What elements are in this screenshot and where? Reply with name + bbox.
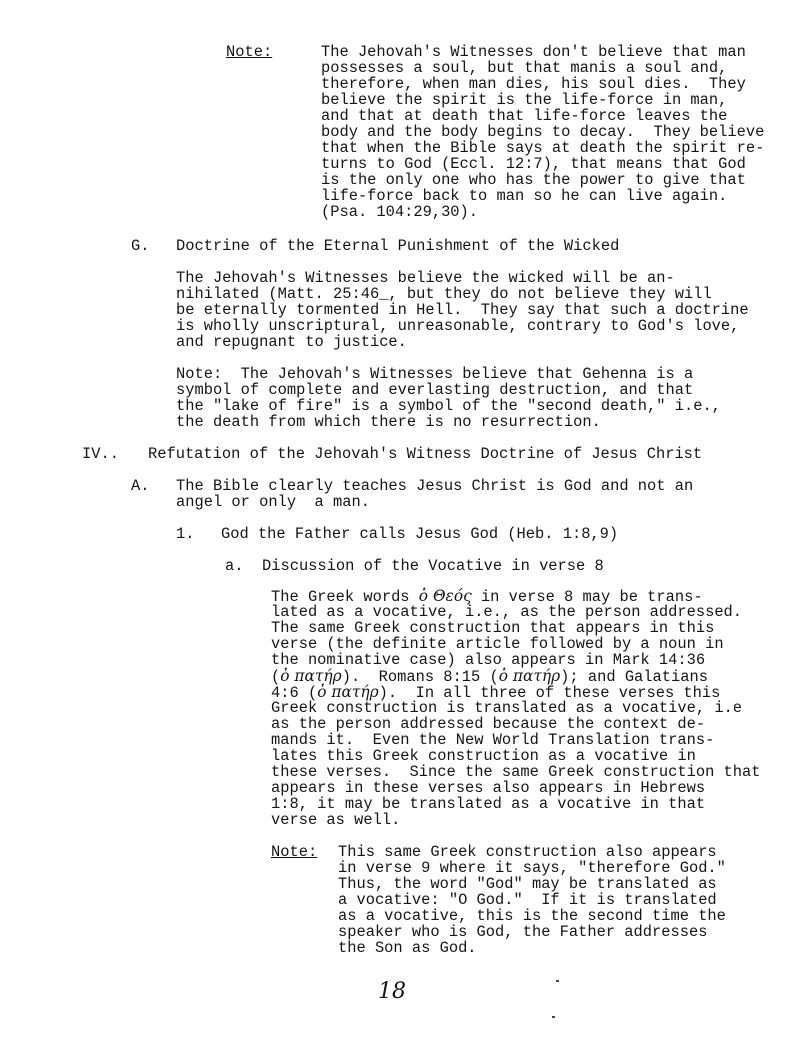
paragraph-line: the death from which there is no resurrection. bbox=[176, 413, 601, 431]
section-iv-heading: Refutation of the Jehovah's Witness Doctrine of Jesus Christ bbox=[148, 445, 703, 463]
note-line: and that at death that life-force leaves the bbox=[321, 107, 728, 125]
note-line: a vocative: "O God." If it is translated bbox=[338, 891, 717, 909]
note-line: as a vocative, this is the second time the bbox=[338, 907, 726, 925]
greek-ho-pater: ὁ πατήρ bbox=[498, 667, 561, 685]
section-g-paragraph bbox=[176, 270, 749, 350]
note-line: This same Greek construction also appears bbox=[338, 843, 717, 861]
note-line: The Jehovah's Witnesses don't believe that man bbox=[321, 43, 746, 61]
paragraph-line: The Jehovah's Witnesses believe the wicked will be an- bbox=[176, 269, 675, 287]
note-line: body and the body begins to decay. They believe bbox=[321, 123, 765, 141]
note-line: Thus, the word "God" may be translated as bbox=[338, 875, 717, 893]
scan-speck bbox=[552, 1016, 555, 1018]
page-number: 18 bbox=[378, 979, 406, 1004]
section-g-marker: G. bbox=[131, 237, 150, 255]
note-line: speaker who is God, the Father addresses bbox=[338, 923, 708, 941]
paragraph-line: and repugnant to justice. bbox=[176, 333, 407, 351]
note-text bbox=[321, 44, 764, 220]
section-a-text bbox=[176, 478, 693, 510]
section-g-heading: Doctrine of the Eternal Punishment of the Wicked bbox=[176, 237, 620, 255]
note-line: possesses a soul, but that manis a soul and, bbox=[321, 59, 728, 77]
paragraph-line: angel or only a man. bbox=[176, 493, 370, 511]
greek-ho-pater: ὁ πατήρ bbox=[280, 667, 342, 685]
note-line: (Psa. 104:29,30). bbox=[321, 203, 479, 221]
note-label: Note: bbox=[226, 43, 273, 61]
item-1-marker: 1. bbox=[176, 525, 195, 543]
note-text bbox=[338, 844, 726, 956]
paragraph-line: is wholly unscriptural, unreasonable, contrary to God's love, bbox=[176, 317, 740, 335]
note-line: turns to God (Eccl. 12:7), that means that God bbox=[321, 155, 746, 173]
item-a-text: Discussion of the Vocative in verse 8 bbox=[262, 557, 604, 575]
note-line: life-force back to man so he can live again. bbox=[321, 187, 728, 205]
note-line: the Son as God. bbox=[338, 939, 477, 957]
note-line: that when the Bible says at death the spirit re- bbox=[321, 139, 765, 157]
note-line: in verse 9 where it says, "therefore God." bbox=[338, 859, 726, 877]
paragraph-line: be eternally tormented in Hell. They say that such a doctrine bbox=[176, 301, 749, 319]
note-line: is the only one who has the power to give that bbox=[321, 171, 746, 189]
paragraph-line: nihilated (Matt. 25:46_, but they do not believe they will bbox=[176, 285, 712, 303]
item-1-text: God the Father calls Jesus God (Heb. 1:8,9) bbox=[221, 525, 619, 543]
item-a-marker: a. bbox=[225, 557, 244, 575]
section-g-note bbox=[176, 366, 721, 430]
vocative-paragraph: The Greek words ὁ Θεός in verse 8 may be trans- lated as a vocative, i.e., as the person addressed. The same Greek construction that appears in this verse (the definite article followed by a noun in the nominative case) also appears in Mark 14:36 (ὁ πατήρ). Romans 8:15 (ὁ πατήρ); and Galatians 4:6 (ὁ πατήρ). In all three of these verses this Greek construction is translated as a vocative, i.e as the person addressed because the context de- mands it. Even the New World Translation trans- lates this Greek construction as a vocative in these verses. Since the same Greek construction that appears in these verses also appears in Hebrews 1:8, it may be translated as a vocative in that verse as well. bbox=[271, 587, 761, 829]
section-a-marker: A. bbox=[131, 477, 150, 495]
note-line: believe the spirit is the life-force in man, bbox=[321, 91, 728, 109]
greek-ho-theos: ὁ Θεός bbox=[418, 587, 472, 605]
paragraph-line: The Bible clearly teaches Jesus Christ is God and not an bbox=[176, 477, 694, 495]
paragraph-line: symbol of complete and everlasting destruction, and that bbox=[176, 381, 694, 399]
paragraph-line: the "lake of fire" is a symbol of the "second death," i.e., bbox=[176, 397, 721, 415]
note-line: therefore, when man dies, his soul dies. They bbox=[321, 75, 746, 93]
note-label: Note: bbox=[271, 843, 318, 861]
scan-speck bbox=[556, 980, 559, 982]
section-iv-marker: IV.. bbox=[82, 445, 119, 463]
greek-ho-pater: ὁ πατήρ bbox=[317, 683, 379, 701]
paragraph-line: Note: The Jehovah's Witnesses believe that Gehenna is a bbox=[176, 365, 694, 383]
